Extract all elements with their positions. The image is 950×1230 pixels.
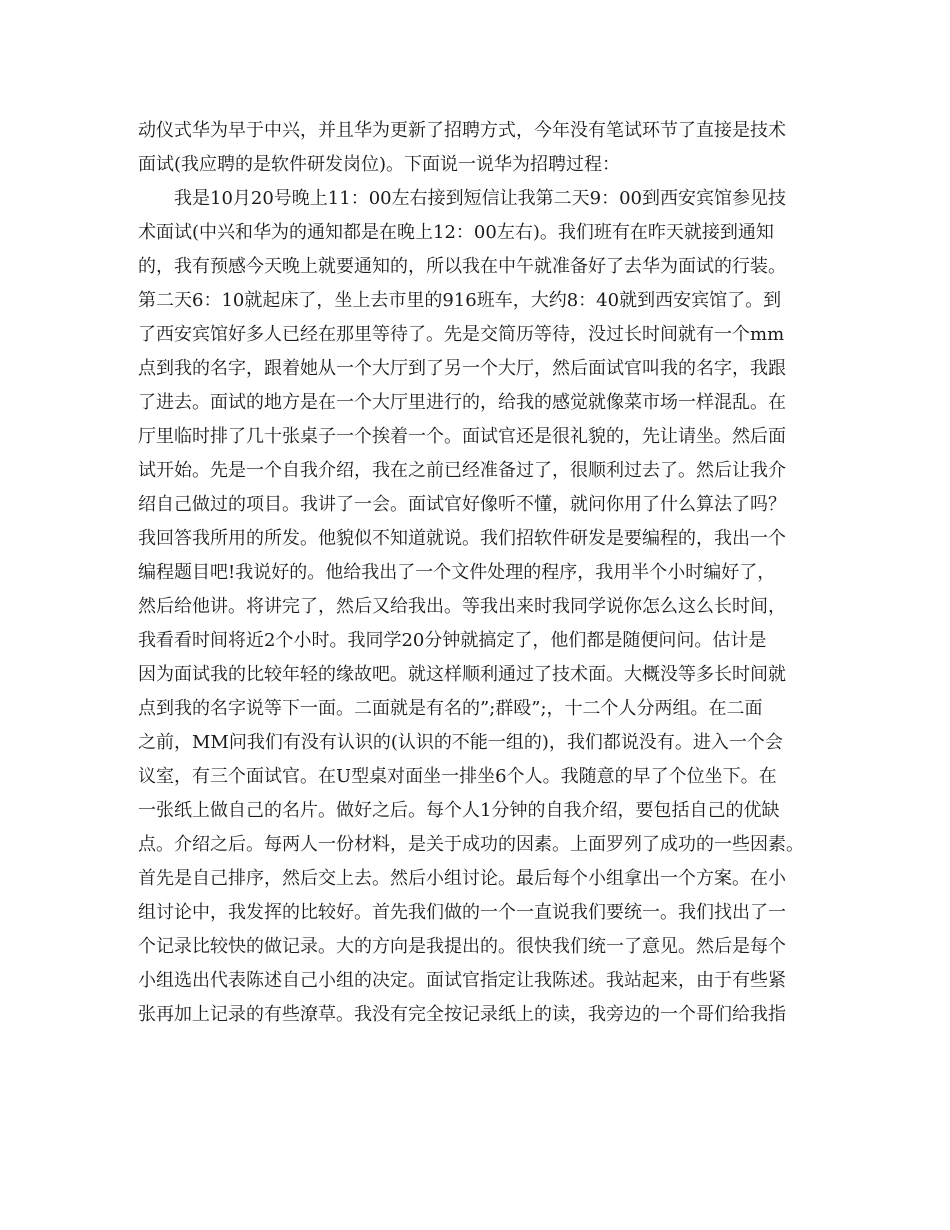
text-line: 议室，有三个面试官。在U型桌对面坐一排坐6个人。我随意的早了个位坐下。在 <box>138 766 777 787</box>
body-text <box>138 114 838 1032</box>
text-line: 术面试(中兴和华为的通知都是在晚上12：00左右)。我们班有在昨天就接到通知 <box>138 222 774 243</box>
text-line: 第二天6：10就起床了，坐上去市里的916班车，大约8：40就到西安宾馆了。到 <box>138 290 782 311</box>
text-line: 我回答我所用的所发。他貌似不知道就说。我们招软件研发是要编程的，我出一个 <box>138 528 786 549</box>
text-line: 之前，MM问我们有没有认识的(认识的不能一组的)，我们都说没有。进入一个会 <box>138 732 783 753</box>
text-line: 编程题目吧!我说好的。他给我出了一个文件处理的程序，我用半个小时编好了， <box>138 562 776 583</box>
text-line: 厅里临时排了几十张桌子一个挨着一个。面试官还是很礼貌的，先让请坐。然后面 <box>138 426 786 447</box>
text-line: 然后给他讲。将讲完了，然后又给我出。等我出来时我同学说你怎么这么长时间， <box>138 596 786 617</box>
text-line: 了西安宾馆好多人已经在那里等待了。先是交简历等待，没过长时间就有一个mm <box>138 324 785 345</box>
text-line: 绍自己做过的项目。我讲了一会。面试官好像听不懂，就问你用了什么算法了吗？ <box>138 494 786 515</box>
text-line: 点。介绍之后。每两人一份材料，是关于成功的因素。上面罗列了成功的一些因素。 <box>138 834 804 855</box>
text-line: 首先是自己排序，然后交上去。然后小组讨论。最后每个小组拿出一个方案。在小 <box>138 868 786 889</box>
text-line: 因为面试我的比较年轻的缘故吧。就这样顺利通过了技术面。大概没等多长时间就 <box>138 664 786 685</box>
text-line: 个记录比较快的做记录。大的方向是我提出的。很快我们统一了意见。然后是每个 <box>138 936 786 957</box>
text-line: 动仪式华为早于中兴，并且华为更新了招聘方式，今年没有笔试环节了直接是技术 <box>138 120 786 141</box>
text-line: 面试(我应聘的是软件研发岗位)。下面说一说华为招聘过程： <box>138 154 621 175</box>
paragraph-start-line: 我是10月20号晚上11：00左右接到短信让我第二天9：00到西安宾馆参见技 <box>174 188 786 209</box>
text-line: 试开始。先是一个自我介绍，我在之前已经准备过了，很顺利过去了。然后让我介 <box>138 460 786 481</box>
text-line: 点到我的名字，跟着她从一个大厅到了另一个大厅，然后面试官叫我的名字，我跟 <box>138 358 786 379</box>
text-line: 张再加上记录的有些潦草。我没有完全按记录纸上的读，我旁边的一个哥们给我指 <box>138 1004 786 1025</box>
text-line: 小组选出代表陈述自己小组的决定。面试官指定让我陈述。我站起来，由于有些紧 <box>138 970 786 991</box>
text-line: 了进去。面试的地方是在一个大厅里进行的，给我的感觉就像菜市场一样混乱。在 <box>138 392 786 413</box>
text-line: 点到我的名字说等下一面。二面就是有名的”;群殴”;，十二个人分两组。在二面 <box>138 698 763 719</box>
text-line: 我看看时间将近2个小时。我同学20分钟就搞定了，他们都是随便问问。估计是 <box>138 630 767 651</box>
text-line: 的，我有预感今天晚上就要通知的，所以我在中午就准备好了去华为面试的行装。 <box>138 256 786 277</box>
text-line: 一张纸上做自己的名片。做好之后。每个人1分钟的自我介绍，要包括自己的优缺 <box>138 800 780 821</box>
text-line: 组讨论中，我发挥的比较好。首先我们做的一个一直说我们要统一。我们找出了一 <box>138 902 786 923</box>
